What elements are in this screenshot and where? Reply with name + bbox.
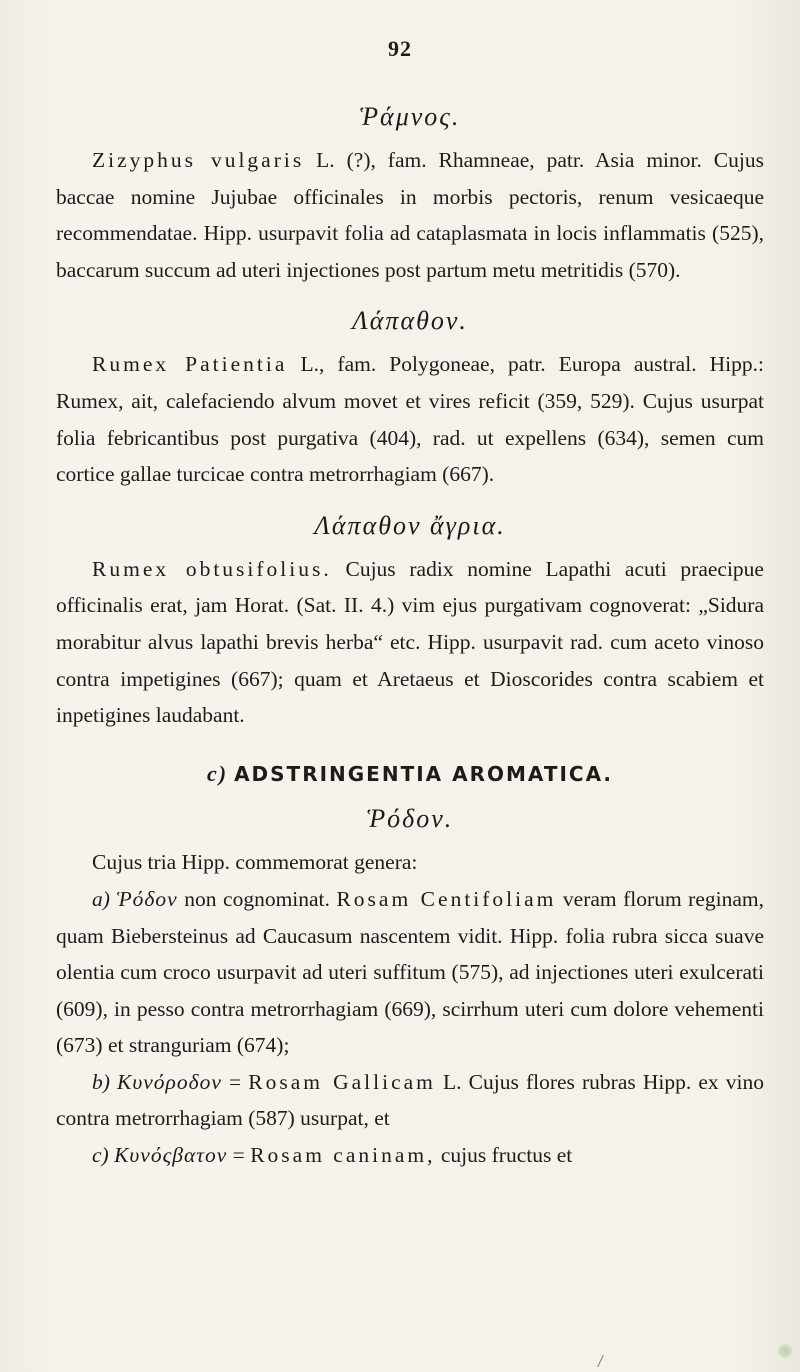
rhodon-item-a: [56, 881, 764, 1064]
section-title: [56, 756, 764, 793]
greek-term: Κυνόροδον: [117, 1069, 222, 1094]
section-title-text: ADSTRINGENTIA AROMATICA.: [234, 761, 614, 786]
latin-name: Rosam caninam,: [250, 1143, 436, 1168]
plant-name: Rumex Patientia: [92, 352, 288, 377]
item-pre: =: [221, 1069, 249, 1094]
entry-heading-lapathon-agria: Λάπαθον ἄγρια.: [314, 510, 506, 540]
entry-heading-lapathon: Λάπαθον.: [352, 306, 468, 336]
item-text: veram florum reginam, quam Biebersteinus ad Caucasum nascentem vidit. Hipp. folia rubra sicca suave olentia cum croco usurpavit ad uteri suffitum (575), ad injectiones uteri exulcerati (609), in pesso contra metrorrhagiam (669), scirrhum uteri cum dolore vehementi (673) et stranguriam (674);: [56, 886, 765, 1058]
entry-paragraph-lapathon-agria: [56, 551, 764, 734]
plant-name: Rumex obtusifolius.: [92, 556, 332, 581]
item-text: L. Cujus flores rubras Hipp. ex vino contra metrorrhagiam (587) usurpat, et: [56, 1069, 764, 1131]
paragraph-text: Cujus radix nomine Lapathi acuti praecipue officinalis erat, jam Horat. (Sat. II. 4.) vim ejus purgativam cognoverat: „Sidura morabitur alvus lapathi brevis herba“ etc. Hipp. usurpavit rad. cum aceto vinoso contra impetigines (667); quam et Aretaeus et Dioscorides contra scabiem et inpetigines laudabant.: [56, 556, 764, 728]
paragraph-text: L., fam. Polygoneae, patr. Europa austral. Hipp.: Rumex, ait, calefaciendo alvum movet et vires reficit (359, 529). Cujus usurpat folia febricantibus post purgativa (404), rad. ut expellens (634), semen cum cortice gallae turcicae contra metrorrhagiam (667).: [56, 352, 764, 487]
item-letter: a): [92, 886, 110, 911]
rhodon-item-c: [56, 1137, 764, 1174]
item-pre: non cognominat.: [177, 886, 337, 911]
rhodon-item-b: [56, 1064, 764, 1137]
entry-heading-rhamnos: Ῥάμνος.: [359, 102, 461, 131]
rhodon-intro: Cujus tria Hipp. commemorat genera:: [92, 850, 418, 875]
item-pre: =: [227, 1143, 251, 1168]
item-letter: b): [92, 1069, 110, 1094]
item-text: cujus fructus et: [435, 1143, 573, 1168]
entry-paragraph-lapathon: [56, 346, 764, 492]
greek-term: Ῥόδον: [116, 886, 178, 911]
greek-term: Κυνόςβατον: [114, 1143, 228, 1168]
page-text: [56, 92, 764, 1174]
ink-mark: [597, 1355, 610, 1367]
latin-name: Rosam Centifoliam: [336, 886, 557, 911]
paragraph-text: L. (?), fam. Rhamneae, patr. Asia minor. Cujus baccae nomine Jujubae officinales in morbis pectoris, renum vesicaeque recommendatae. Hipp. usurpavit folia ad cataplasmata in locis inflammatis (525), baccarum succum ad uteri injectiones post partum metu metritidis (570).: [56, 148, 764, 282]
entry-heading-rhodon: Ῥόδον.: [366, 804, 454, 834]
page-number: 92: [388, 36, 412, 61]
plant-name: Zizyphus vulgaris: [92, 148, 305, 172]
latin-name: Rosam Gallicam: [248, 1069, 436, 1094]
corner-stain: [778, 1344, 792, 1358]
section-letter: c): [206, 760, 229, 786]
item-letter: c): [92, 1143, 109, 1168]
entry-paragraph-rhamnos: [56, 142, 764, 288]
